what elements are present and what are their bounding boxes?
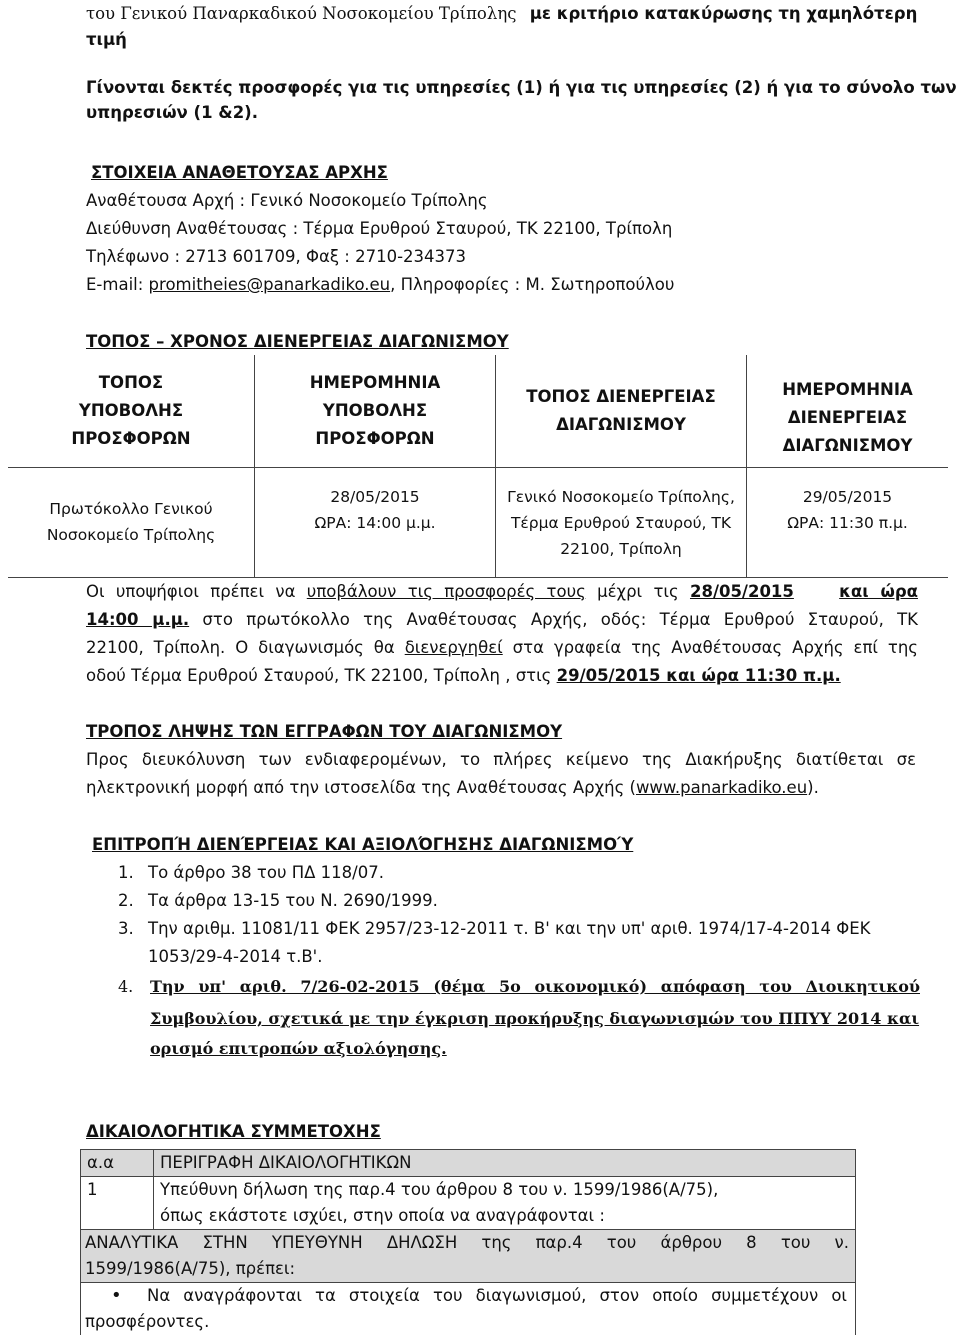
row-line: Υπεύθυνη δήλωση της παρ.4 του άρθρου 8 του ν. 1599/1986(Α/75), (160, 1180, 719, 1199)
committee-item-2 (118, 891, 438, 910)
offers-line-1: Γίνονται δεκτές προσφορές για τις υπηρεσίες (1) ή για τις υπηρεσίες (2) ή για το σύνολο των (86, 78, 957, 97)
credentials-heading: ΔΙΚΑΙΟΛΟΓΗΤΙΚΑ ΣΥΜΜΕΤΟΧΗΣ (86, 1122, 381, 1141)
authority-name: Αναθέτουσα Αρχή : Γενικό Νοσοκομείο Τρίπολης (86, 191, 488, 210)
para-text: Οι υποψήφιοι πρέπει να (86, 582, 307, 601)
info-contact: , Πληροφορίες : Μ. Σωτηροπούλου (390, 275, 675, 294)
schedule-para-l2 (86, 610, 918, 629)
bullet-line: προσφέροντες. (85, 1312, 210, 1331)
col-aa: α.α (81, 1150, 154, 1177)
header-place-submission (8, 355, 255, 467)
cell-line: Τέρμα Ερυθρού Σταυρού, ΤΚ (510, 513, 732, 532)
para-text: μέχρι τις (585, 582, 690, 601)
intro-line-2: τιμή (86, 30, 127, 49)
item-num: 3. (118, 919, 134, 938)
intro-line-1 (86, 4, 917, 23)
schedule-table (8, 355, 948, 578)
committee-item-4-l1: Την υπ' αριθ. 7/26-02-2015 (θέμα 5ο οικονομικό) απόφαση του Διοικητικού (150, 977, 920, 996)
cell-line: 22100, Τρίπολη (560, 539, 682, 558)
cell-line: 28/05/2015 (330, 487, 420, 506)
committee-item-4 (118, 977, 148, 996)
item-text: Τα άρθρα 13-15 του Ν. 2690/1999. (148, 891, 438, 910)
bullet-item (85, 1283, 847, 1309)
header-date-submission (255, 355, 496, 467)
place-tender (496, 467, 747, 577)
place-submission (8, 467, 255, 577)
detail-line: ΑΝΑΛΥΤΙΚΑ ΣΤΗΝ ΥΠΕΥΘΥΝΗ ΔΗΛΩΣΗ της παρ.4 του άρθρου 8 του ν. (85, 1233, 849, 1252)
schedule-header-row (8, 355, 948, 467)
header-date-tender (747, 355, 949, 467)
header-line: ΠΡΟΣΦΟΡΩΝ (71, 428, 191, 448)
schedule-para-l4 (86, 666, 841, 685)
credentials-header-row (81, 1150, 856, 1177)
cell-line: Γενικό Νοσοκομείο Τρίπολης, (507, 487, 735, 506)
bullet-line: Να αναγράφονται τα στοιχεία του διαγωνισμού, στον οποίο συμμετέχουν οι (147, 1286, 847, 1305)
cell-line: ΩΡΑ: 14:00 μ.μ. (314, 513, 436, 532)
para-date: 28/05/2015 (689, 582, 794, 601)
authority-address: Διεύθυνση Αναθέτουσας : Τέρμα Ερυθρού Σταυρού, ΤΚ 22100, Τρίπολη (86, 219, 673, 238)
email-label: E-mail: (86, 275, 149, 294)
item-num: 4. (118, 977, 134, 996)
row-num: 1 (81, 1177, 154, 1230)
detail-line: 1599/1986(Α/75), πρέπει: (85, 1259, 296, 1278)
authority-phone: Τηλέφωνο : 2713 601709, Φαξ : 2710-234373 (86, 247, 467, 266)
para-time-label: και ώρα (839, 582, 918, 601)
item-num: 1. (118, 863, 134, 882)
date-tender (747, 467, 949, 577)
para-time: 14:00 μ.μ. (86, 610, 190, 629)
para-text: οδού Τέρμα Ερυθρού Σταυρού, ΤΚ 22100, Τρίπολη , στις (86, 666, 557, 685)
authority-heading: ΣΤΟΙΧΕΙΑ ΑΝΑΘΕΤΟΥΣΑΣ ΑΡΧΗΣ (91, 163, 388, 182)
credentials-bullet-row (81, 1283, 856, 1336)
para-tender-date: 29/05/2015 και ώρα 11:30 π.μ. (556, 666, 841, 685)
committee-item-4-l3: ορισμό επιτροπών αξιολόγησης. (150, 1039, 447, 1058)
committee-item-4-l2: Συμβουλίου, σχετικά με την έγκριση προκήρυξης διαγωνισμών του ΠΠΥΥ 2014 και (150, 1009, 920, 1028)
para-conduct: διενεργηθεί (404, 638, 503, 657)
credentials-table (80, 1149, 856, 1335)
header-line: ΤΟΠΟΣ (98, 372, 164, 392)
date-submission (255, 467, 496, 577)
credentials-detail-row (81, 1230, 856, 1283)
bullet-cell (81, 1283, 856, 1336)
doc-text: ηλεκτρονική μορφή από την ιστοσελίδα της Αναθέτουσας Αρχής ( (86, 778, 636, 797)
header-line: ΠΡΟΣΦΟΡΩΝ (315, 428, 435, 448)
doc-text: ). (807, 778, 819, 797)
cell-line: Νοσοκομείο Τρίπολης (46, 526, 216, 544)
header-place-tender (496, 355, 747, 467)
para-text: στο πρωτόκολλο της Αναθέτουσας Αρχής, οδός: Τέρμα Ερυθρού Σταυρού, ΤΚ (189, 610, 918, 629)
header-line: ΤΟΠΟΣ ΔΙΕΝΕΡΓΕΙΑΣ (526, 386, 716, 406)
schedule-data-row (8, 467, 948, 577)
bullet-icon: • (111, 1285, 122, 1306)
documents-line-1: Προς διευκόλυνση των ενδιαφερομένων, το πλήρες κείμενο της Διακήρυξης διατίθεται σε (86, 750, 916, 769)
header-line: ΔΙΕΝΕΡΓΕΙΑΣ (787, 407, 908, 427)
row-line: όπως εκάστοτε ισχύει, στην οποία να αναγράφονται : (160, 1206, 605, 1225)
item-text: Το άρθρο 38 του ΠΔ 118/07. (148, 863, 384, 882)
email-link[interactable]: promitheies@panarkadiko.eu (148, 275, 391, 294)
para-text: 22100, Τρίπολη. Ο διαγωνισμός θα (86, 638, 405, 657)
header-line: ΥΠΟΒΟΛΗΣ (322, 400, 428, 420)
committee-item-1 (118, 863, 384, 882)
credentials-row-1 (81, 1177, 856, 1230)
schedule-para-l3 (86, 638, 918, 657)
intro-criterion: με κριτήριο κατακύρωσης τη χαμηλότερη (529, 4, 918, 23)
row-description (154, 1177, 856, 1230)
schedule-heading: ΤΟΠΟΣ – ΧΡΟΝΟΣ ΔΙΕΝΕΡΓΕΙΑΣ ΔΙΑΓΩΝΙΣΜΟΥ (86, 332, 509, 351)
header-line: ΔΙΑΓΩΝΙΣΜΟΥ (556, 414, 686, 434)
cell-line: ΩΡΑ: 11:30 π.μ. (787, 513, 908, 532)
header-line: ΗΜΕΡΟΜΗΝΙΑ (309, 372, 441, 392)
item-num: 2. (118, 891, 134, 910)
documents-line-2 (86, 778, 819, 797)
cell-line: 29/05/2015 (802, 487, 893, 506)
website-link[interactable]: www.panarkadiko.eu (635, 778, 808, 797)
para-submit: υποβάλουν τις προσφορές τους (306, 582, 586, 601)
authority-email-line (86, 275, 674, 294)
intro-hospital: του Γενικού Παναρκαδικού Νοσοκομείου Τρίπολης (86, 4, 517, 23)
committee-item-3-cont: 1053/29-4-2014 τ.Β'. (148, 947, 323, 966)
committee-item-3 (118, 919, 870, 938)
schedule-para-l1 (86, 582, 918, 601)
committee-heading: ΕΠΙΤΡΟΠΉ ΔΙΕΝΈΡΓΕΙΑΣ ΚΑΙ ΑΞΙΟΛΌΓΗΣΗΣ ΔΙΑΓΩΝΙΣΜΟΎ (92, 835, 634, 854)
cell-line: Πρωτόκολλο Γενικού (49, 500, 213, 518)
item-text: Την αριθμ. 11081/11 ΦΕΚ 2957/23-12-2011 τ. Β' και την υπ' αριθ. 1974/17-4-2014 ΦΕΚ (148, 919, 871, 938)
col-description: ΠΕΡΙΓΡΑΦΗ ΔΙΚΑΙΟΛΟΓΗΤΙΚΩΝ (154, 1150, 856, 1177)
para-text: στα γραφεία της Αναθέτουσας Αρχής επί της (502, 638, 918, 657)
header-line: ΔΙΑΓΩΝΙΣΜΟΥ (782, 435, 913, 455)
header-line: ΗΜΕΡΟΜΗΝΙΑ (782, 379, 913, 399)
detail-cell (81, 1230, 856, 1283)
header-line: ΥΠΟΒΟΛΗΣ (78, 400, 184, 420)
documents-heading: ΤΡΟΠΟΣ ΛΗΨΗΣ ΤΩΝ ΕΓΓΡΑΦΩΝ ΤΟΥ ΔΙΑΓΩΝΙΣΜΟΥ (86, 722, 563, 741)
offers-line-2: υπηρεσιών (1 &2). (86, 103, 258, 122)
